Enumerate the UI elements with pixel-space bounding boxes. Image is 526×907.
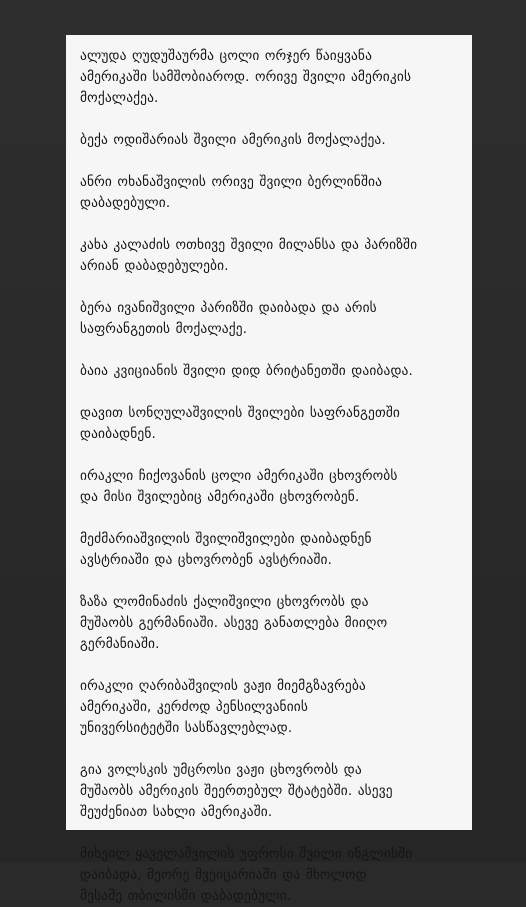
paragraph-6: ბაია კვიციანის შვილი დიდ ბრიტანეთში დაიბადა.: [80, 364, 413, 379]
paragraph-9: მეძმარიაშვილის შვილიშვილები დაიბადნენ ავსტრიაში და ცხოვრობენ ავსტრიაში.: [80, 532, 372, 568]
paragraph-13: მიხეილ ყაველაშვილის უფროსი შვილი ინგლისში დაიბადა, მეორე შვეიცარიაში და მხოლოდ მესამე თბილისში დაბადებული.: [80, 847, 413, 904]
paragraph-2: ბექა ოდიშარიას შვილი ამერიკის მოქალაქეა.: [80, 133, 386, 148]
paragraph-10: ზაზა ლომინაძის ქალიშვილი ცხოვრობს და მუშაობს გერმანიაში. ასევე განათლება მიიღო გერმანიაში.: [80, 595, 388, 652]
paragraph-4: კახა კალაძის ოთხივე შვილი მილანსა და პარიზში არიან დაბადებულები.: [80, 238, 418, 274]
text-card: [66, 35, 472, 904]
paragraph-7: დავით სონღულაშვილის შვილები საფრანგეთში დაიბადნენ.: [80, 406, 400, 442]
paragraph-8: ირაკლი ჩიქოვანის ცოლი ამერიკაში ცხოვრობს და მისი შვილებიც ამერიკაში ცხოვრობენ.: [80, 469, 398, 505]
paragraph-5: ბერა ივანიშვილი პარიზში დაიბადა და არის საფრანგეთის მოქალაქე.: [80, 301, 377, 337]
paragraph-11: ირაკლი ღარიბაშვილის ვაჟი მიემგზავრება ამერიკაში, კერძოდ პენსილვანიის უნივერსიტეტში სასწავლებლად.: [80, 679, 366, 736]
paragraph-1: ალუდა ღუდუშაურმა ცოლი ორჯერ წაიყვანა ამერიკაში სამშობიაროდ. ორივე შვილი ამერიკის მოქალაქეა.: [80, 49, 412, 106]
paragraph-12: გია ვოლსკის უმცროსი ვაჟი ცხოვრობს და მუშაობს ამერიკის შეერთებულ შტატებში. ასევე შეუძენიათ სახლი ამერიკაში.: [80, 763, 393, 820]
paragraph-3: ანრი ოხანაშვილის ორივე შვილი ბერლინშია დაბადებული.: [80, 175, 383, 211]
